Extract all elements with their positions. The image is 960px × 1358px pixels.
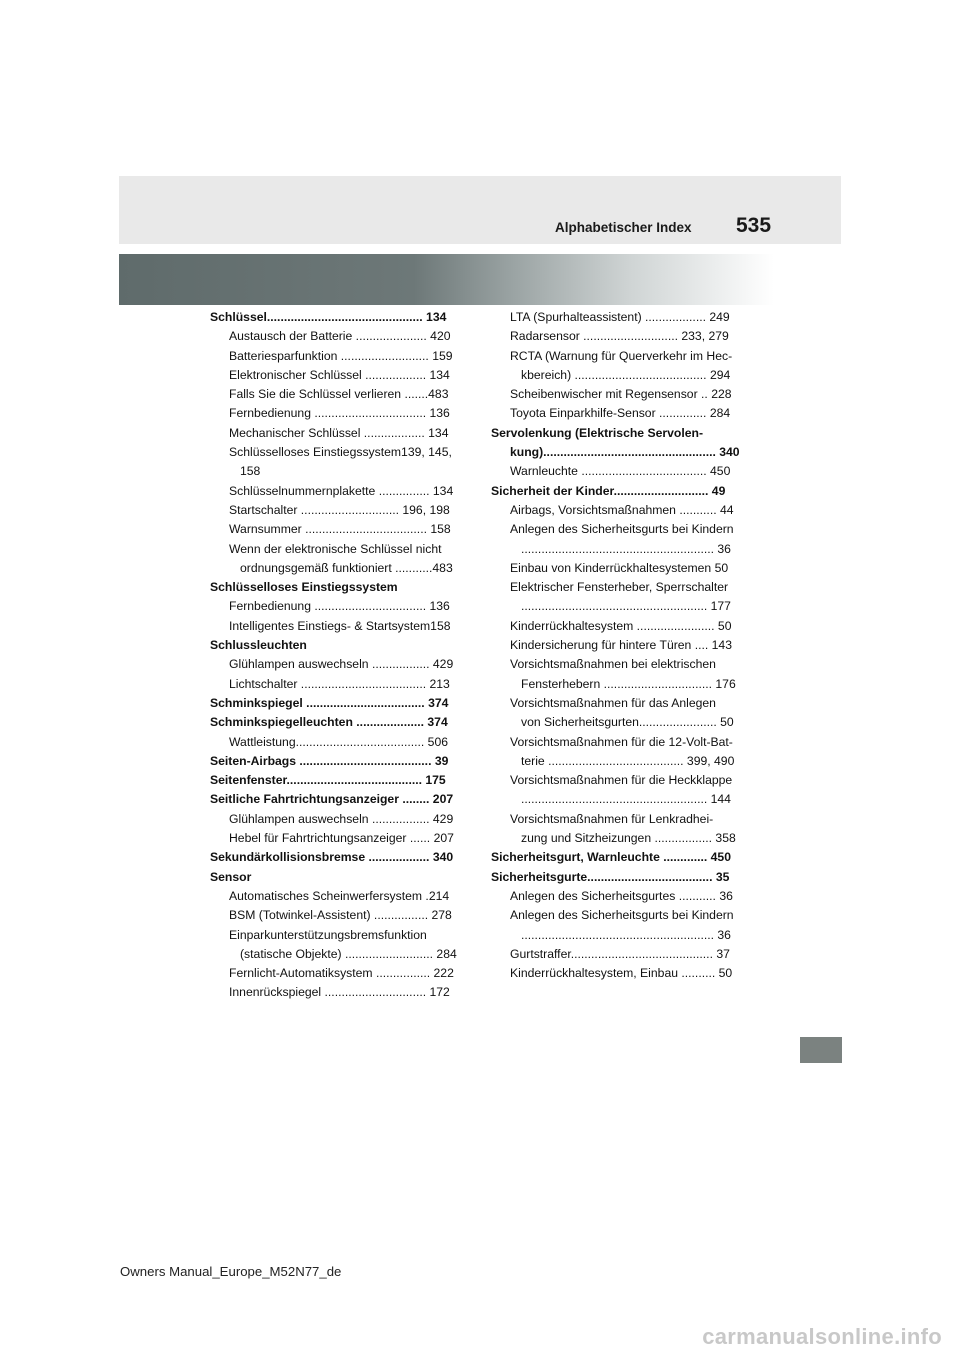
index-entry: Falls Sie die Schlüssel verlieren .......483	[229, 387, 449, 402]
index-heading: Schminkspiegel ................................... 374	[210, 695, 449, 710]
index-entry: Radarsensor ............................ 233, 279	[510, 329, 729, 344]
index-entry: Vorsichtsmaßnahmen für die Heckklappe	[510, 773, 733, 788]
index-heading: Seitenfenster........................................ 175	[210, 773, 446, 788]
index-entry: Anlegen des Sicherheitsgurts bei Kindern	[510, 522, 734, 537]
index-entry: Toyota Einparkhilfe-Sensor .............. 284	[510, 406, 731, 421]
index-heading: Sekundärkollisionsbremse .................. 340	[210, 850, 454, 865]
header-band	[119, 176, 841, 244]
index-entry: ordnungsgemäß funktioniert ...........483	[240, 560, 453, 575]
index-entry: LTA (Spurhalteassistent) .................. 249	[510, 310, 730, 324]
index-entry: Einparkunterstützungsbremsfunktion	[229, 927, 427, 942]
index-heading: Sensor	[210, 869, 252, 884]
index-heading: Sicherheitsgurte..................................... 35	[491, 869, 730, 884]
index-heading: Schminkspiegelleuchten .................... 374	[210, 715, 448, 730]
index-entry: Austausch der Batterie ..................... 420	[229, 329, 451, 344]
section-title: Alphabetischer Index	[555, 220, 692, 235]
index-entry: Scheibenwischer mit Regensensor .. 228	[510, 387, 732, 402]
index-entry: Fensterhebern ................................ 176	[521, 676, 736, 691]
index-entry: Warnsummer .................................... 158	[229, 522, 451, 537]
index-entry: Fernlicht-Automatiksystem ................ 222	[229, 966, 454, 981]
index-entry: Vorsichtsmaßnahmen bei elektrischen	[510, 657, 716, 672]
index-entry: Batteriesparfunktion .......................... 159	[229, 348, 453, 363]
index-entry: kbereich) ....................................... 294	[521, 367, 731, 382]
index-heading: Schlussleuchten	[210, 638, 307, 653]
index-entry: 158	[240, 464, 261, 479]
chapter-tab-marker	[800, 1037, 842, 1063]
index-heading: Seiten-Airbags ....................................... 39	[210, 753, 449, 768]
index-entry: Wattleistung...................................... 506	[229, 734, 448, 749]
index-heading: Sicherheit der Kinder............................ 49	[491, 483, 726, 498]
index-entry: Kinderrückhaltesystem ....................... 50	[510, 618, 732, 633]
index-entry: BSM (Totwinkel-Assistent) ................ 278	[229, 908, 452, 923]
index-entry: Hebel für Fahrtrichtungsanzeiger ...... 207	[229, 831, 454, 846]
index-entry: von Sicherheitsgurten....................... 50	[521, 715, 734, 730]
index-entry: ......................................................... 36	[521, 927, 731, 942]
index-column-left	[210, 308, 463, 1003]
index-entry: zung und Sitzheizungen ................. 358	[521, 831, 736, 846]
index-entry: Automatisches Scheinwerfersystem .214	[229, 888, 450, 903]
watermark: carmanualsonline.info	[702, 1324, 942, 1349]
index-heading: Seitliche Fahrtrichtungsanzeiger ........ 207	[210, 792, 454, 807]
index-entry: Airbags, Vorsichtsmaßnahmen ........... 44	[510, 502, 734, 517]
index-entry: Schlüsselnummernplakette ............... 134	[229, 483, 454, 498]
index-entry: Vorsichtsmaßnahmen für die 12-Volt-Bat-	[510, 734, 733, 749]
index-entry: Fernbedienung ................................. 136	[229, 599, 450, 614]
index-entry: Startschalter ............................. 196, 198	[229, 502, 450, 517]
index-entry: Intelligentes Einstiegs- & Startsystem158	[229, 618, 451, 633]
footer-manual-id: Owners Manual_Europe_M52N77_de	[120, 1264, 342, 1279]
index-entry: Glühlampen auswechseln ................. 429	[229, 811, 454, 826]
index-entry: (statische Objekte) .......................... 284	[240, 946, 457, 961]
index-entry: RCTA (Warnung für Querverkehr im Hec-	[510, 348, 733, 363]
index-entry: Fernbedienung ................................. 136	[229, 406, 450, 421]
index-column-right	[491, 308, 743, 983]
page-number: 535	[736, 214, 772, 237]
index-entry: Glühlampen auswechseln ................. 429	[229, 657, 454, 672]
index-entry: Einbau von Kinderrückhaltesystemen 50	[510, 560, 729, 575]
index-entry: Kinderrückhaltesystem, Einbau .......... 50	[510, 966, 733, 981]
index-entry: ....................................................... 177	[521, 599, 731, 614]
index-entry: Innenrückspiegel .............................. 172	[229, 985, 450, 1000]
index-heading: Servolenkung (Elektrische Servolen-	[491, 425, 704, 440]
index-entry: Kindersicherung für hintere Türen .... 143	[510, 638, 732, 653]
index-entry: Wenn der elektronische Schlüssel nicht	[229, 541, 442, 556]
index-entry: ......................................................... 36	[521, 541, 731, 556]
header-gradient-bar	[119, 254, 774, 305]
index-entry: Elektronischer Schlüssel .................. 134	[229, 367, 450, 382]
index-entry: ....................................................... 144	[521, 792, 731, 807]
index-entry: Anlegen des Sicherheitsgurtes ........... 36	[510, 888, 733, 903]
index-heading: Sicherheitsgurt, Warnleuchte ............. 450	[491, 850, 731, 865]
index-entry: Schlüsselloses Einstiegssystem139, 145,	[229, 445, 452, 460]
index-entry: Anlegen des Sicherheitsgurts bei Kindern	[510, 908, 734, 923]
index-entry: terie ........................................ 399, 490	[521, 753, 735, 768]
index-entry: Mechanischer Schlüssel .................. 134	[229, 425, 449, 440]
index-entry: Elektrischer Fensterheber, Sperrschalter	[510, 580, 729, 595]
index-entry: kung)................................................... 340	[510, 445, 740, 460]
index-entry: Vorsichtsmaßnahmen für das Anlegen	[510, 695, 716, 710]
index-entry: Warnleuchte ..................................... 450	[510, 464, 731, 479]
index-entry: Lichtschalter ..................................... 213	[229, 676, 450, 691]
index-entry: Gurtstraffer.......................................... 37	[510, 946, 730, 961]
index-entry: Vorsichtsmaßnahmen für Lenkradhei-	[510, 811, 714, 826]
index-heading: Schlüsselloses Einstiegssystem	[210, 580, 398, 595]
index-heading: Schlüssel.............................................. 134	[210, 310, 447, 324]
